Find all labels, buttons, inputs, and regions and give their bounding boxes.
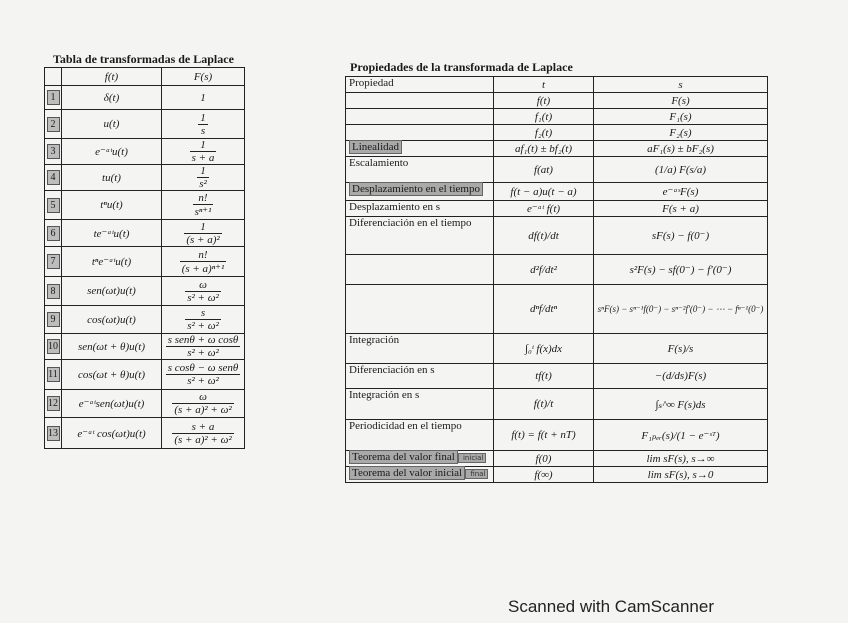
row-number xyxy=(45,418,62,449)
row-number-badge: 6 xyxy=(47,226,60,241)
row-number-badge: 7 xyxy=(47,254,60,269)
row-number xyxy=(45,306,62,334)
numerator: s senθ + ω cosθ xyxy=(167,334,239,346)
property-label: Integración xyxy=(349,334,400,346)
table-row xyxy=(45,247,245,277)
transform-function xyxy=(162,334,245,360)
property-name xyxy=(346,109,494,125)
row-number xyxy=(45,277,62,306)
property-label: Desplazamiento en el tiempo xyxy=(349,182,483,196)
s-domain: lim sF(s), s→0 xyxy=(594,467,768,483)
fraction xyxy=(166,334,241,359)
property-label: Linealidad xyxy=(349,140,402,154)
property-name xyxy=(346,334,494,364)
time-domain: tf(t) xyxy=(494,364,594,389)
transform-function xyxy=(162,360,245,390)
transform-function xyxy=(162,165,245,191)
row-number xyxy=(45,191,62,220)
property-name xyxy=(346,157,494,183)
row-number xyxy=(45,247,62,277)
denominator: s² + ω² xyxy=(187,347,219,359)
time-function: tⁿu(t) xyxy=(62,191,162,220)
row-number-badge: 9 xyxy=(47,312,60,327)
laplace-properties-table xyxy=(345,76,768,483)
row-number xyxy=(45,110,62,139)
s-domain: (1/a) F(s/a) xyxy=(594,157,768,183)
time-function: tu(t) xyxy=(62,165,162,191)
property-name xyxy=(346,451,494,467)
time-domain: dⁿf/dtⁿ xyxy=(494,285,594,334)
table-row xyxy=(45,191,245,220)
time-function: cos(ωt)u(t) xyxy=(62,306,162,334)
properties-row xyxy=(346,125,768,141)
row-number-badge: 3 xyxy=(47,144,60,159)
s-domain: sⁿF(s) − sⁿ⁻¹f(0⁻) − sⁿ⁻²f′(0⁻) − ⋯ − fⁿ⁻¹(0⁻) xyxy=(594,285,768,334)
denominator: (s + a)² + ω² xyxy=(174,404,232,416)
table-row xyxy=(45,220,245,247)
row-number xyxy=(45,360,62,390)
table-row xyxy=(45,110,245,139)
time-domain: e⁻ᵃᵗ f(t) xyxy=(494,201,594,217)
row-number-badge: 13 xyxy=(48,427,58,439)
time-function: sen(ωt + θ)u(t) xyxy=(62,334,162,360)
row-number xyxy=(45,86,62,110)
numerator: 1 xyxy=(184,221,221,234)
s-domain: F₁ₚₑᵣ(s)/(1 − e⁻ˢᵀ) xyxy=(594,420,768,451)
denominator: s² xyxy=(199,178,207,190)
properties-header-row xyxy=(346,77,768,93)
transform-function xyxy=(162,306,245,334)
s-domain: −(d/ds)F(s) xyxy=(594,364,768,389)
fraction xyxy=(172,391,233,416)
time-domain: f(t)/t xyxy=(494,389,594,420)
laplace-transform-table xyxy=(44,67,245,449)
time-domain: ∫₀ᵗ f(x)dx xyxy=(494,334,594,364)
time-function: cos(ωt + θ)u(t) xyxy=(62,360,162,390)
s-domain: F(s) xyxy=(594,93,768,109)
property-label: Teorema del valor inicial xyxy=(349,466,465,480)
fraction xyxy=(185,307,221,332)
time-domain: f(t) xyxy=(494,93,594,109)
handwritten-note: final xyxy=(465,469,488,479)
denominator: s + a xyxy=(191,152,215,164)
numerator: s xyxy=(185,307,221,320)
table-row xyxy=(45,165,245,191)
time-function: tⁿe⁻ᵃᵗu(t) xyxy=(62,247,162,277)
s-domain: ∫ₛ^∞ F(s)ds xyxy=(594,389,768,420)
left-table-title: Tabla de transformadas de Laplace xyxy=(53,52,234,66)
time-domain: f(0) xyxy=(494,451,594,467)
s-domain: F₂(s) xyxy=(594,125,768,141)
property-name xyxy=(346,420,494,451)
property-label: Teorema del valor final xyxy=(349,450,458,464)
transform-function xyxy=(162,220,245,247)
row-number-badge: 1 xyxy=(47,90,60,105)
denominator: s² + ω² xyxy=(187,291,219,304)
property-label: Periodicidad en el tiempo xyxy=(349,420,462,432)
property-name xyxy=(346,255,494,285)
header-blank xyxy=(45,68,62,86)
row-number-badge: 11 xyxy=(48,369,58,380)
numerator: s + a xyxy=(172,421,233,434)
table-row xyxy=(45,334,245,360)
properties-row xyxy=(346,109,768,125)
property-name xyxy=(346,364,494,389)
right-table-title: Propiedades de la transformada de Laplace xyxy=(350,60,573,74)
row-number xyxy=(45,220,62,247)
numerator: 1 xyxy=(197,165,209,178)
row-number xyxy=(45,139,62,165)
time-domain: af₁(t) ± bf₂(t) xyxy=(494,141,594,157)
property-label: Diferenciación en s xyxy=(349,364,435,376)
time-function: e⁻ᵃᵗsen(ωt)u(t) xyxy=(62,390,162,418)
row-number-badge: 4 xyxy=(47,170,60,185)
numerator: ω xyxy=(185,279,221,292)
property-label: Integración en s xyxy=(349,389,420,401)
s-domain: lim sF(s), s→∞ xyxy=(594,451,768,467)
row-number-badge: 5 xyxy=(47,198,60,213)
transform-function xyxy=(162,277,245,306)
s-domain: e⁻ᵃˢF(s) xyxy=(594,183,768,201)
s-domain: aF₁(s) ± bF₂(s) xyxy=(594,141,768,157)
camscanner-watermark: Scanned with CamScanner xyxy=(508,597,715,616)
denominator: (s + a)² xyxy=(186,233,220,246)
denominator: s² + ω² xyxy=(187,375,219,387)
denominator: s xyxy=(200,124,206,137)
header-t: t xyxy=(494,77,594,93)
row-number xyxy=(45,334,62,360)
properties-row xyxy=(346,420,768,451)
time-domain: f(at) xyxy=(494,157,594,183)
property-label: Desplazamiento en s xyxy=(349,201,441,213)
fraction xyxy=(190,139,217,164)
time-domain: d²f/dt² xyxy=(494,255,594,285)
fraction xyxy=(185,279,221,304)
time-function: sen(ωt)u(t) xyxy=(62,277,162,306)
header-property: Propiedad xyxy=(346,77,494,93)
property-name xyxy=(346,93,494,109)
denominator: (s + a)ⁿ⁺¹ xyxy=(181,262,225,275)
table-row xyxy=(45,306,245,334)
property-label: Escalamiento xyxy=(349,157,409,169)
row-number xyxy=(45,165,62,191)
property-label: Diferenciación en el tiempo xyxy=(349,217,472,229)
property-name xyxy=(346,389,494,420)
transform-function: 1 xyxy=(162,86,245,110)
table-row xyxy=(45,418,245,449)
table-header-row xyxy=(45,68,245,86)
transform-function xyxy=(162,418,245,449)
property-name xyxy=(346,183,494,201)
time-domain: f₁(t) xyxy=(494,109,594,125)
fraction xyxy=(193,192,214,218)
s-domain: F(s)/s xyxy=(594,334,768,364)
numerator: n! xyxy=(180,249,227,262)
header-s: s xyxy=(594,77,768,93)
transform-function xyxy=(162,191,245,220)
header-Fs: F(s) xyxy=(162,68,245,86)
table-row xyxy=(45,139,245,165)
properties-row xyxy=(346,93,768,109)
fraction xyxy=(197,165,209,190)
properties-row xyxy=(346,201,768,217)
fraction xyxy=(172,421,233,446)
numerator: ω xyxy=(172,391,233,404)
s-domain: F₁(s) xyxy=(594,109,768,125)
denominator: s² + ω² xyxy=(187,320,219,332)
property-name xyxy=(346,201,494,217)
row-number-badge: 8 xyxy=(47,284,60,299)
properties-row xyxy=(346,255,768,285)
numerator: s cosθ − ω senθ xyxy=(167,362,239,374)
fraction xyxy=(166,362,241,387)
row-number-badge: 12 xyxy=(48,398,58,409)
table-row xyxy=(45,86,245,110)
time-domain: f(t − a)u(t − a) xyxy=(494,183,594,201)
properties-row xyxy=(346,467,768,483)
property-name xyxy=(346,467,494,483)
time-function: te⁻ᵃᵗu(t) xyxy=(62,220,162,247)
properties-row xyxy=(346,364,768,389)
time-domain: df(t)/dt xyxy=(494,217,594,255)
denominator: sⁿ⁺¹ xyxy=(194,206,212,218)
row-number xyxy=(45,390,62,418)
table-row xyxy=(45,360,245,390)
transform-function xyxy=(162,110,245,139)
time-domain: f(∞) xyxy=(494,467,594,483)
property-name xyxy=(346,125,494,141)
s-domain: s²F(s) − sf(0⁻) − f′(0⁻) xyxy=(594,255,768,285)
property-name xyxy=(346,141,494,157)
denominator: (s + a)² + ω² xyxy=(174,433,232,446)
table-row xyxy=(45,390,245,418)
property-name xyxy=(346,285,494,334)
header-ft: f(t) xyxy=(62,68,162,86)
handwritten-note: inicial xyxy=(458,453,487,463)
s-domain: sF(s) − f(0⁻) xyxy=(594,217,768,255)
fraction xyxy=(180,249,227,275)
properties-row xyxy=(346,183,768,201)
row-number-badge: 10 xyxy=(48,341,58,352)
time-function: δ(t) xyxy=(62,86,162,110)
time-domain: f₂(t) xyxy=(494,125,594,141)
numerator: 1 xyxy=(190,139,217,152)
transform-function xyxy=(162,247,245,277)
table-row xyxy=(45,277,245,306)
time-function: u(t) xyxy=(62,110,162,139)
properties-row xyxy=(346,217,768,255)
properties-row xyxy=(346,141,768,157)
numerator: n! xyxy=(193,192,214,205)
numerator: 1 xyxy=(200,111,206,124)
transform-function xyxy=(162,139,245,165)
time-function: e⁻ᵃᵗ cos(ωt)u(t) xyxy=(62,418,162,449)
time-function: e⁻ᵃᵗu(t) xyxy=(62,139,162,165)
properties-row xyxy=(346,451,768,467)
transform-function xyxy=(162,390,245,418)
fraction xyxy=(198,112,208,137)
row-number-badge: 2 xyxy=(47,117,60,132)
properties-row xyxy=(346,334,768,364)
property-name xyxy=(346,217,494,255)
properties-row xyxy=(346,285,768,334)
fraction xyxy=(184,221,221,246)
properties-row xyxy=(346,157,768,183)
s-domain: F(s + a) xyxy=(594,201,768,217)
time-domain: f(t) = f(t + nT) xyxy=(494,420,594,451)
properties-row xyxy=(346,389,768,420)
